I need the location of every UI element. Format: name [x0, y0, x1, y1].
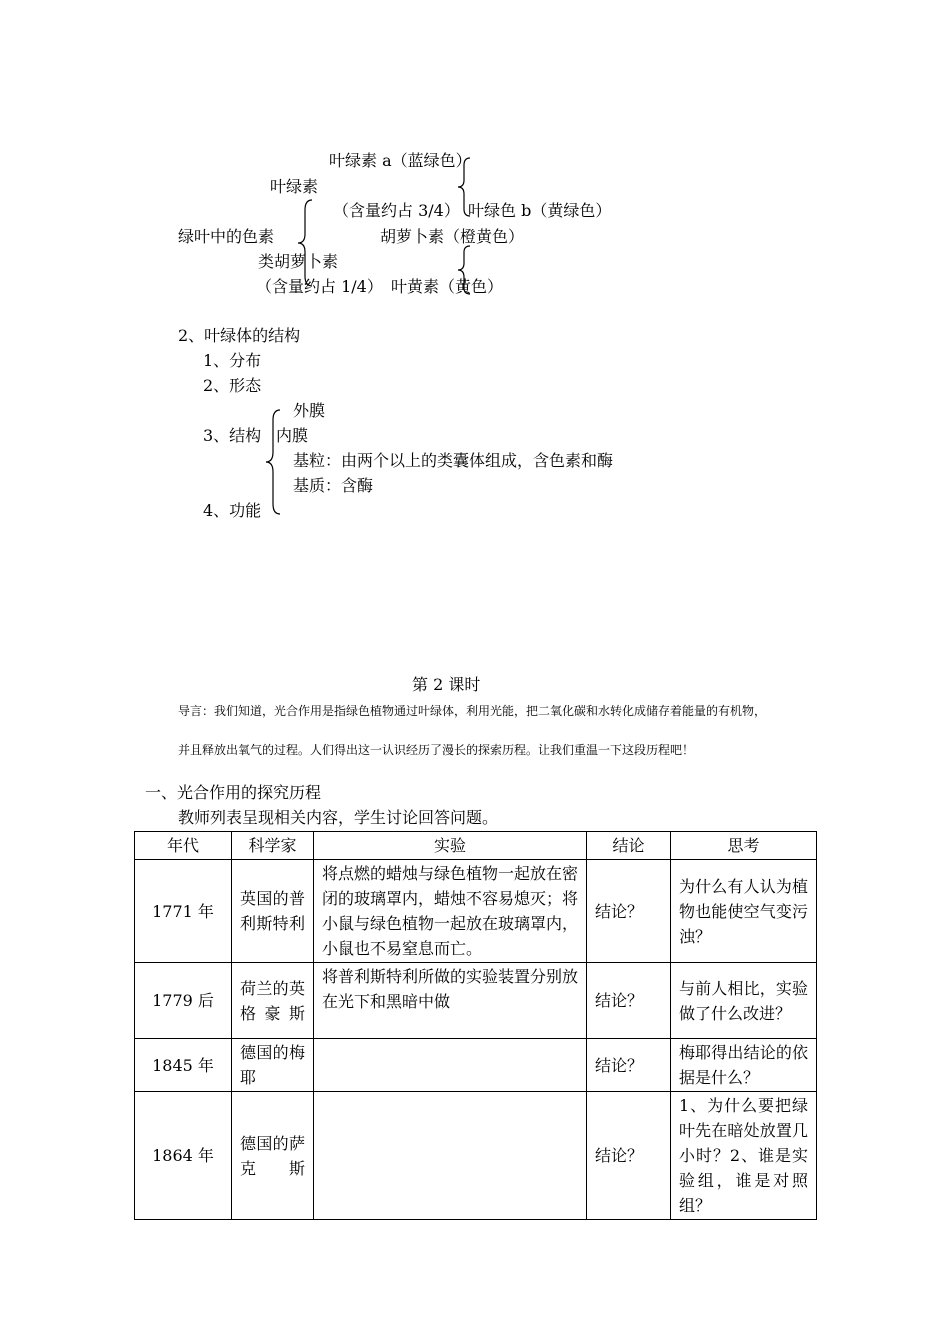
cell-thinking: 梅耶得出结论的依据是什么？	[671, 1039, 817, 1092]
carotenoids-brace	[456, 244, 474, 296]
xanthophyll-label: 叶黄素（黄色）	[391, 277, 504, 296]
inner-membrane-label: 内膜	[276, 426, 309, 445]
cell-experiment	[314, 1092, 587, 1220]
cell-conclusion: 结论？	[587, 860, 671, 963]
cell-experiment: 将普利斯特利所做的实验装置分别放在光下和黑暗中做	[314, 963, 587, 1039]
header-experiment: 实验	[314, 832, 587, 860]
pigments-main-brace	[296, 198, 316, 288]
cell-year: 1771 年	[135, 860, 232, 963]
cell-experiment	[314, 1039, 587, 1092]
leaf-pigments-label: 绿叶中的色素	[178, 227, 275, 246]
cell-thinking: 为什么有人认为植物也能使空气变污浊？	[671, 860, 817, 963]
cell-scientist: 英国的普利斯特利	[232, 860, 314, 963]
lesson-title: 第 2 课时	[412, 675, 481, 694]
cell-year: 1779 后	[135, 963, 232, 1039]
table-row	[135, 860, 817, 963]
chlorophyll-b-label: 叶绿色 b（黄绿色）	[468, 201, 612, 220]
cell-scientist: 荷兰的英格豪斯	[232, 963, 314, 1039]
carotenoids-content-label: （含量约占 1/4）	[256, 277, 383, 296]
header-thinking: 思考	[671, 832, 817, 860]
header-year: 年代	[135, 832, 232, 860]
header-conclusion: 结论	[587, 832, 671, 860]
cell-scientist: 德国的萨克斯	[232, 1092, 314, 1220]
chlorophyll-label: 叶绿素	[270, 177, 319, 196]
header-scientist: 科学家	[232, 832, 314, 860]
chlorophyll-content-label: （含量约占 3/4）	[333, 201, 460, 220]
cell-year: 1864 年	[135, 1092, 232, 1220]
carotenoids-label: 类胡萝卜素	[258, 252, 339, 271]
history-table	[134, 831, 817, 1220]
chlorophyll-a-label: 叶绿素 a（蓝绿色）	[329, 151, 472, 170]
structure-brace	[264, 408, 284, 516]
table-row	[135, 963, 817, 1039]
table-note: 教师列表呈现相关内容，学生讨论回答问题。	[178, 808, 499, 827]
carotene-label: 胡萝卜素（橙黄色）	[380, 227, 525, 246]
table-row	[135, 1039, 817, 1092]
distribution-item: 1、分布	[203, 351, 262, 370]
intro-line-1: 导言：我们知道，光合作用是指绿色植物通过叶绿体，利用光能，把二氧化碳和水转化成储存着能量的有机物，	[178, 704, 767, 718]
table-header-row	[135, 832, 817, 860]
cell-conclusion: 结论？	[587, 963, 671, 1039]
section-heading: 一、光合作用的探究历程	[145, 783, 322, 802]
morphology-item: 2、形态	[203, 376, 262, 395]
cell-conclusion: 结论？	[587, 1092, 671, 1220]
cell-experiment: 将点燃的蜡烛与绿色植物一起放在密闭的玻璃罩内，蜡烛不容易熄灭；将小鼠与绿色植物一起放在玻璃罩内，小鼠也不易窒息而亡。	[314, 860, 587, 963]
structure-heading: 2、叶绿体的结构	[178, 326, 301, 345]
table-row	[135, 1092, 817, 1220]
grana-label: 基粒：由两个以上的类囊体组成，含色素和酶	[293, 451, 614, 470]
function-item: 4、功能	[203, 501, 262, 520]
structure-item: 3、结构	[203, 426, 262, 445]
cell-thinking: 1、为什么要把绿叶先在暗处放置几小时？2、谁是实验组，谁是对照组？	[671, 1092, 817, 1220]
cell-year: 1845 年	[135, 1039, 232, 1092]
stroma-label: 基质：含酶	[293, 476, 374, 495]
intro-line-2: 并且释放出氧气的过程。人们得出这一认识经历了漫长的探索历程。让我们重温一下这段历程吧！	[178, 743, 695, 757]
cell-scientist: 德国的梅耶	[232, 1039, 314, 1092]
chlorophyll-brace	[456, 156, 474, 218]
cell-thinking: 与前人相比，实验做了什么改进？	[671, 963, 817, 1039]
outer-membrane-label: 外膜	[293, 401, 326, 420]
cell-conclusion: 结论？	[587, 1039, 671, 1092]
